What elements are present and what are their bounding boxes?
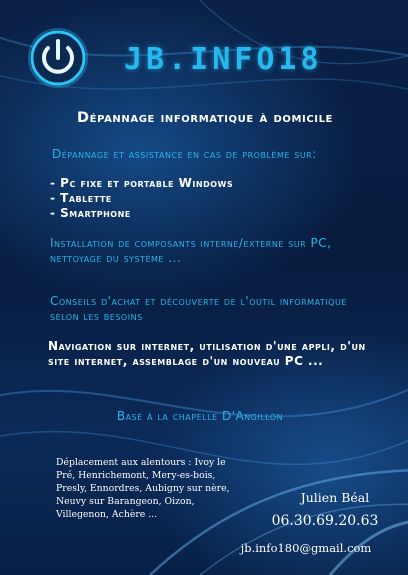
list-item: - Tablette: [50, 191, 112, 205]
headline: Dépannage informatique à domicile: [77, 110, 333, 126]
services-list: [50, 176, 350, 221]
contact-email: jb.info180@gmail.com: [240, 541, 372, 555]
power-icon: [28, 28, 88, 88]
installation-text: Installation de composants interne/externe sur PC, nettoyage du système ...: [50, 236, 332, 265]
contact-phone: 06.30.69.20.63: [271, 513, 379, 529]
services-intro: Dépannage et assistance en cas de problème sur:: [52, 147, 317, 161]
brand-title: JB.INFO18: [124, 42, 323, 77]
location-base: Basé à la chapelle D'Angillon: [116, 409, 284, 423]
conseils-text: Conseils d'achat et découverte de l'outil informatique selon les besoins: [50, 294, 347, 323]
travel-area-text: Déplacement aux alentours : Ivoy le Pré, Henrichemont, Mery-es-bois, Presly, Ennordres, Aubigny sur nère, Neuvy sur Barangeon, Oizon, Villegenon, Achère ...: [56, 457, 230, 520]
list-item: - Smartphone: [50, 206, 131, 220]
list-item: - Pc fixe et portable Windows: [50, 176, 234, 190]
navigation-text: Navigation sur internet, utilisation d'une appli, d'un site internet, assemblage d'un nouveau PC ...: [48, 339, 366, 368]
contact-name: Julien Béal: [300, 490, 370, 505]
